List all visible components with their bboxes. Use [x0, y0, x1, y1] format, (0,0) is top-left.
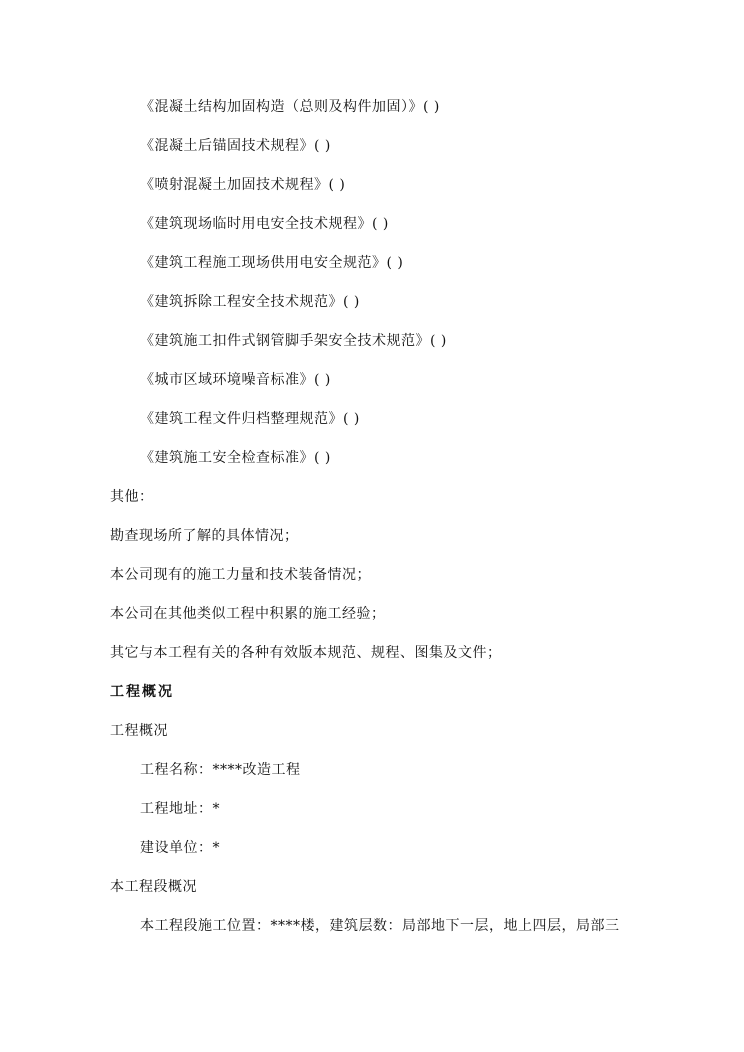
reference-line: 《喷射混凝土加固技术规程》( ) [140, 177, 346, 193]
reference-line: 《混凝土后锚固技术规程》( ) [140, 138, 331, 154]
subsection-title: 工程概况 [110, 723, 168, 739]
section-title: 工程概况 [110, 684, 174, 700]
reference-line: 《建筑施工扣件式钢管脚手架安全技术规范》( ) [140, 333, 447, 349]
project-name: 工程名称：****改造工程 [140, 762, 301, 778]
reference-line: 《城市区域环境噪音标准》( ) [140, 372, 331, 388]
project-owner: 建设单位：* [140, 840, 220, 856]
other-item: 本公司现有的施工力量和技术装备情况； [110, 567, 371, 583]
reference-line: 《建筑工程施工现场供用电安全规范》( ) [140, 255, 404, 271]
other-item: 其它与本工程有关的各种有效版本规范、规程、图集及文件； [110, 645, 502, 661]
other-heading: 其他： [110, 489, 154, 505]
reference-line: 《建筑工程文件归档整理规范》( ) [140, 411, 360, 427]
reference-line: 《建筑施工安全检查标准》( ) [140, 450, 331, 466]
reference-line: 《混凝土结构加固构造（总则及构件加固）》( ) [140, 99, 440, 115]
segment-title: 本工程段概况 [110, 879, 197, 895]
other-item: 勘查现场所了解的具体情况； [110, 528, 299, 544]
reference-line: 《建筑拆除工程安全技术规范》( ) [140, 294, 360, 310]
segment-text: 本工程段施工位置：****楼，建筑层数：局部地下一层，地上四层，局部三 [140, 918, 620, 934]
other-item: 本公司在其他类似工程中积累的施工经验； [110, 606, 386, 622]
reference-line: 《建筑现场临时用电安全技术规程》( ) [140, 216, 389, 232]
project-address: 工程地址：* [140, 801, 220, 817]
